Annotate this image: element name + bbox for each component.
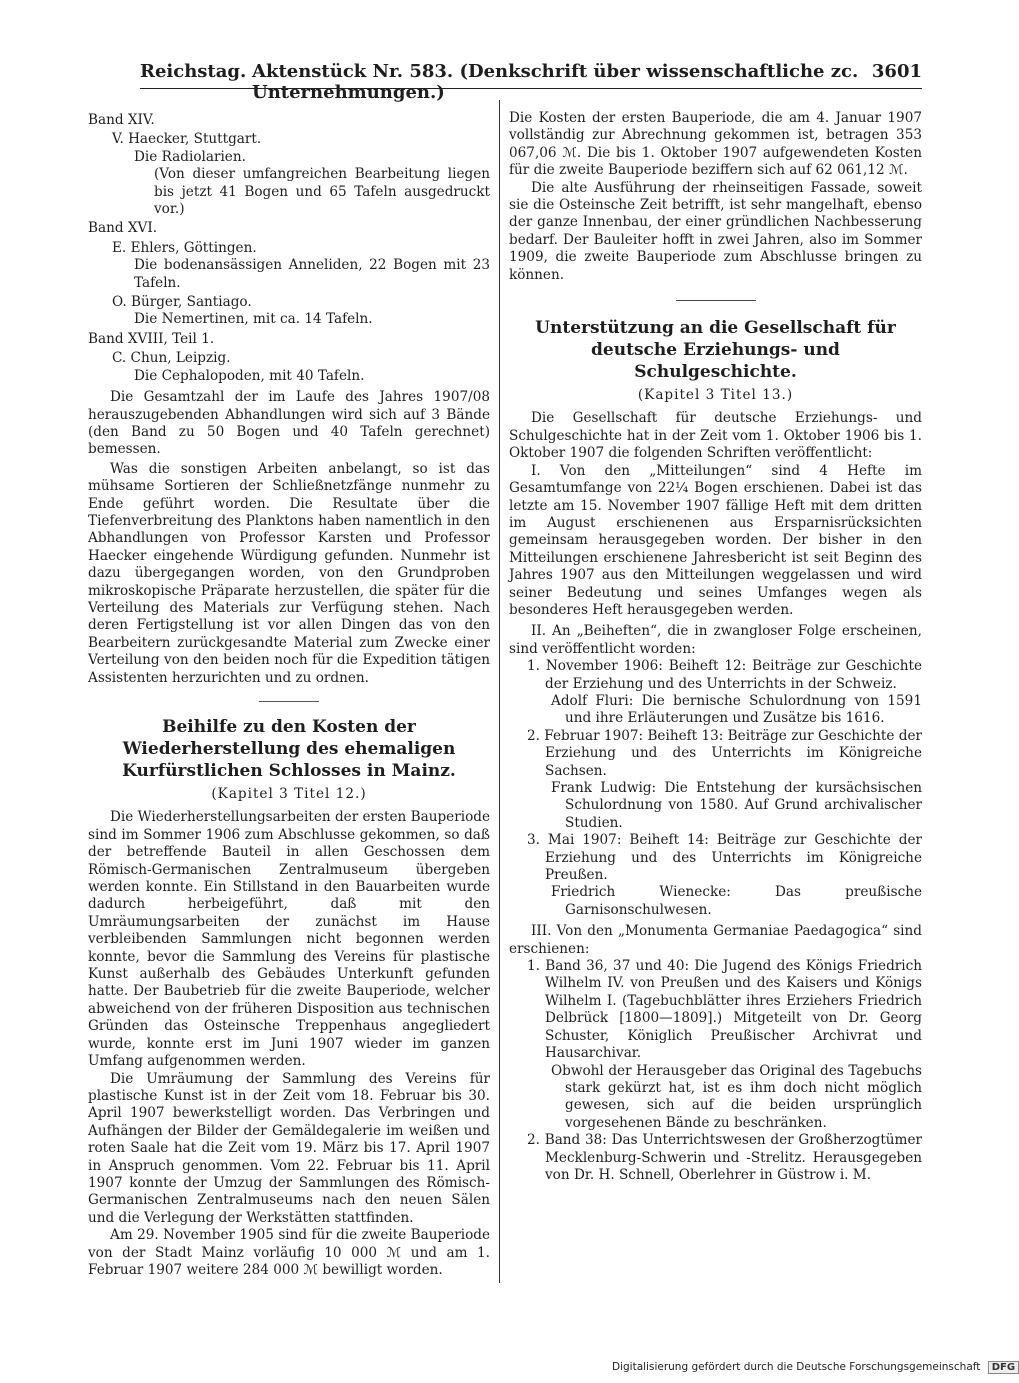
list-item: 1. Band 36, 37 und 40: Die Jugend des Königs Friedrich Wilhelm IV. von Preußen und des Kaisers und Königs Wilhelm I. (Tagebuchblätter ihres Erziehers Friedrich Delbrück [1800—1809].) Mitgeteilt von Dr. Georg Schuster, Königlich Preußischer Archivrat und Hausarchivar. <box>527 958 922 1062</box>
volume-heading: Band XIV. <box>88 112 155 128</box>
body-paragraph: I. Von den „Mitteilungen“ sind 4 Hefte im Gesamtumfange von 22¼ Bogen erschienen. Dabei ist das letzte am 15. November 1907 fällige Heft mit dem dritten im August erschienenen aus Ersparnisrücksichten gemeinsam herausgegeben worden. Der bisher in den Mitteilungen erschienene Jahresbericht ist seit Beginn des Jahres 1907 aus den Mitteilungen weggelassen und wird seiner Bedeutung und seines Umfanges wegen als besonderes Heft herausgegeben werden. <box>509 462 922 618</box>
work-title: Die Nemertinen, mit ca. 14 Tafeln. <box>134 311 373 328</box>
work-title: Die bodenansässigen Anneliden, 22 Bogen mit 23 Tafeln. <box>134 257 490 291</box>
list-item: 3. Mai 1907: Beiheft 14: Beiträge zur Geschichte der Erziehung und des Unterrichts im Königreiche Preußen. <box>527 832 922 884</box>
section-title: Unterstützung an die Gesellschaft für deutsche Erziehungs- und Schulgeschichte. <box>535 318 896 383</box>
body-paragraph: III. Von den „Monumenta Germaniae Paedagogica“ sind erschienen: <box>509 923 922 957</box>
section-subtitle: (Kapitel 3 Titel 12.) <box>211 786 367 802</box>
body-paragraph: Die Gesellschaft für deutsche Erziehungs- und Schulgeschichte hat in der Zeit vom 1. Oktober 1906 bis 1. Oktober 1907 die folgenden Schriften veröffentlicht: <box>509 410 922 462</box>
section-subtitle: (Kapitel 3 Titel 13.) <box>637 387 794 404</box>
header-title: Aktenstück Nr. 583. (Denkschrift über wissenschaftliche zc. Unternehmungen.) <box>252 61 859 103</box>
list-subitem: Adolf Fluri: Die bernische Schulordnung von 1591 und ihre Erläuterungen und Zusätze bis 1616. <box>551 692 922 727</box>
work-title: Die Cephalopoden, mit 40 Tafeln. <box>134 367 365 384</box>
left-column <box>88 110 490 1279</box>
body-paragraph: Die alte Ausführung der rheinseitigen Fassade, soweit sie die Osteinsche Zeit betrifft, ist sehr mangelhaft, ebenso der ganze Innenbau, der einer gründlichen Nachbesserung bedarf. Der Bauleiter hofft in zwei Jahren, also im Sommer 1909, die zweite Bauperiode zum Abschlusse bringen zu können. <box>509 179 922 283</box>
author-line: E. Ehlers, Göttingen. <box>112 239 257 256</box>
section-separator <box>676 300 756 301</box>
list-item: 2. Band 38: Das Unterrichtswesen der Großherzogtümer Mecklenburg-Schwerin und -Strelitz. Herausgegeben von Dr. H. Schnell, Oberlehrer in Güstrow i. M. <box>527 1132 922 1183</box>
column-divider <box>499 100 500 1283</box>
body-paragraph: Die Wiederherstellungsarbeiten der ersten Bauperiode sind im Sommer 1906 zum Abschlusse gekommen, so daß der betreffende Bauteil in allen Geschossen dem Römisch-Germanischen Zentralmuseum übergeben werden konnte. Ein Stillstand in den Bauarbeiten wurde dadurch herbeigeführt, daß mit den Umräumungsarbeiten der zunächst im Hause verbleibenden Sammlungen nicht begonnen werden konnte, bevor die Sammlung des Vereins für plastische Kunst außerhalb des Gebäudes Unterkunft gefunden hatte. Der Baubetrieb für die zweite Bauperiode, welcher abweichend von der früheren Disposition aus technischen Gründen das Osteinsche Treppenhaus angegliedert wurde, konnte erst im Juni 1907 wieder im ganzen Umfang aufgenommen werden. <box>88 809 490 1070</box>
list-subitem: Friedrich Wienecke: Das preußische Garnisonschulwesen. <box>551 884 922 918</box>
work-note: (Von dieser umfangreichen Bearbeitung liegen bis jetzt 41 Bogen und 65 Tafeln ausgedruckt vor.) <box>154 166 490 218</box>
list-subitem: Frank Ludwig: Die Entstehung der kursächsischen Schulordnung von 1580. Auf Grund archivalischer Studien. <box>551 780 922 831</box>
page-number: 3601 <box>871 61 922 82</box>
body-paragraph: Die Gesamtzahl der im Laufe des Jahres 1907/08 herauszugebenden Abhandlungen wird sich auf 3 Bände (den Band zu 50 Bogen und 40 Tafeln gerechnet) bemessen. <box>88 389 490 458</box>
right-column <box>509 110 922 1184</box>
list-subitem: Obwohl der Herausgeber das Original des Tagebuchs stark gekürzt hat, ist es ihm doch nicht möglich gewesen, sich auf die beiden ursprünglich vorgesehenen Bände zu beschränken. <box>551 1062 922 1131</box>
body-paragraph: Am 29. November 1905 sind für die zweite Bauperiode von der Stadt Mainz vorläufig 10 000 ℳ und am 1. Februar 1907 weitere 284 000 ℳ bewilligt worden. <box>88 1227 490 1278</box>
digitization-footer <box>612 1361 1019 1374</box>
section-separator <box>259 701 319 702</box>
list-item: 2. Februar 1907: Beiheft 13: Beiträge zur Geschichte der Erziehung und des Unterrichts im Königreiche Sachsen. <box>527 727 922 779</box>
volume-heading: Band XVI. <box>88 220 158 237</box>
page-header <box>140 61 922 103</box>
volume-heading: Band XVIII, Teil 1. <box>88 330 215 347</box>
footer-credit: Digitalisierung gefördert durch die Deutsche Forschungsgemeinschaft <box>612 1361 981 1373</box>
section-title: Beihilfe zu den Kosten der Wiederherstellung des ehemaligen Kurfürstlichen Schlosses in Mainz. <box>122 717 456 781</box>
author-line: V. Haecker, Stuttgart. <box>112 131 262 148</box>
work-title: Die Radiolarien. <box>134 148 246 165</box>
author-line: C. Chun, Leipzig. <box>112 350 231 367</box>
body-paragraph: Die Kosten der ersten Bauperiode, die am 4. Januar 1907 vollständig zur Abrechnung gekommen ist, betragen 353 067,06 ℳ. Die bis 1. Oktober 1907 aufgewendeten Kosten für die zweite Bauperiode beziffern sich auf 62 061,12 ℳ. <box>509 110 922 179</box>
list-item: 1. November 1906: Beiheft 12: Beiträge zur Geschichte der Erziehung und des Unterrichts in der Schweiz. <box>527 658 922 692</box>
header-reichstag: Reichstag. <box>140 61 247 82</box>
dfg-logo: DFG <box>988 1361 1019 1374</box>
author-line: O. Bürger, Santiago. <box>112 294 252 311</box>
body-paragraph: Die Umräumung der Sammlung des Vereins für plastische Kunst ist in der Zeit vom 18. Februar bis 30. April 1907 bewerkstelligt worden. Das Verbringen und Aufhängen der Bilder der Gemäldegalerie im weißen und roten Saale hat die Zeit vom 19. März bis 17. April 1907 in Anspruch genommen. Vom 22. Februar bis 11. April 1907 konnte der Umzug der Sammlungen des Römisch-Germanischen Zentralmuseums nach den neuen Sälen und die Verlegung der Werkstätten stattfinden. <box>88 1070 490 1226</box>
body-paragraph: II. An „Beiheften“, die in zwangloser Folge erscheinen, sind veröffentlicht worden: <box>509 623 922 657</box>
body-paragraph: Was die sonstigen Arbeiten anbelangt, so ist das mühsame Sortieren der Schließnetzfänge nunmehr zu Ende geführt worden. Die Resultate über die Tiefenverbreitung des Planktons haben namentlich in den Abhandlungen von Professor Karsten und Professor Haecker eingehende Würdigung gefunden. Nunmehr ist dazu übergegangen worden, von den Grundproben mikroskopische Präparate herzustellen, die später für die Verteilung des Materials zur Verfügung stehen. Nach deren Fertigstellung ist vor allen Dingen das von den Bearbeitern zurückgesandte Material zum Zwecke einer Verteilung von den beiden noch für die Expedition tätigen Assistenten herzurichten und zu ordnen. <box>88 460 490 686</box>
header-rule <box>140 88 922 89</box>
